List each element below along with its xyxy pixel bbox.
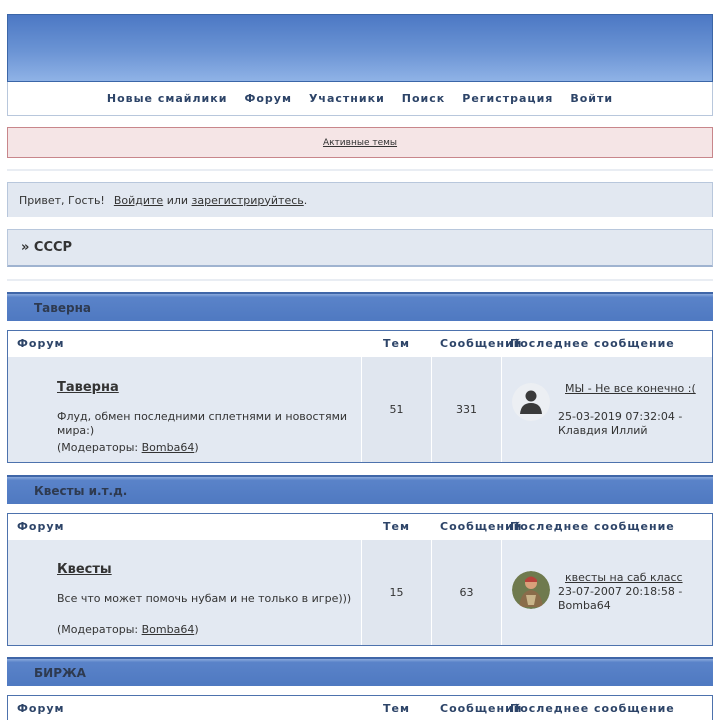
last-post-cell <box>502 540 712 645</box>
last-post-author: Bomba64 <box>558 599 611 612</box>
character-avatar-icon[interactable] <box>512 571 550 609</box>
nav-new-smileys[interactable]: Новые смайлики <box>106 92 228 105</box>
forum-banner <box>7 14 713 82</box>
moderators-prefix: (Модераторы: <box>57 441 142 454</box>
user-silhouette-icon[interactable] <box>512 383 550 421</box>
forum-row <box>8 540 712 645</box>
header-posts: Сообщений <box>440 337 523 350</box>
forum-moderators <box>57 441 199 454</box>
forum-title-link[interactable]: Таверна <box>57 380 119 395</box>
divider <box>7 279 713 281</box>
posts-count: 331 <box>432 357 501 462</box>
breadcrumb-text[interactable]: » СССР <box>21 240 73 255</box>
table-header <box>8 514 712 540</box>
header-forum: Форум <box>17 337 65 350</box>
forum-table <box>7 513 713 646</box>
header-topics: Тем <box>383 337 410 350</box>
header-topics: Тем <box>383 702 410 715</box>
last-post-cell <box>502 357 712 462</box>
header-forum: Форум <box>17 520 65 533</box>
notice-bar <box>7 127 713 158</box>
login-link[interactable]: Войдите <box>113 193 164 207</box>
moderator-link[interactable]: Bomba64 <box>141 623 195 636</box>
nav-login[interactable]: Войти <box>570 92 614 105</box>
posts-count: 63 <box>432 540 501 645</box>
forum-description: Все что может помочь нубам и не только в игре))) <box>57 592 352 605</box>
category-header <box>7 292 713 321</box>
header-posts: Сообщений <box>440 702 523 715</box>
category-title[interactable]: БИРЖА <box>34 665 86 680</box>
header-forum: Форум <box>17 702 65 715</box>
forum-table <box>7 695 713 720</box>
header-last-post: Последнее сообщение <box>510 337 675 350</box>
last-topic-title[interactable]: квесты на саб класс <box>565 571 683 584</box>
forum-info-cell <box>8 357 361 462</box>
table-header <box>8 696 712 720</box>
forum-row <box>8 357 712 462</box>
greeting-text: Привет, Гость! <box>19 193 105 207</box>
moderator-link[interactable]: Bomba64 <box>141 441 195 454</box>
breadcrumb <box>7 229 713 267</box>
active-topics-link[interactable]: Активные темы <box>322 137 398 148</box>
last-post-date: 25-03-2019 07:32:04 - <box>558 410 683 423</box>
nav-forum[interactable]: Форум <box>244 92 292 105</box>
last-post-author: Клавдия Иллий <box>558 424 648 437</box>
moderators-prefix: (Модераторы: <box>57 623 142 636</box>
register-link[interactable]: зарегистрируйтесь <box>191 193 304 207</box>
header-last-post: Последнее сообщение <box>510 520 675 533</box>
category-title[interactable]: Квесты и.т.д. <box>34 483 128 498</box>
nav-members[interactable]: Участники <box>308 92 385 105</box>
header-topics: Тем <box>383 520 410 533</box>
nav-register[interactable]: Регистрация <box>462 92 554 105</box>
category-header <box>7 475 713 504</box>
last-topic-link[interactable] <box>558 571 704 585</box>
header-posts: Сообщений <box>440 520 523 533</box>
forum-moderators <box>57 623 199 636</box>
topics-count: 15 <box>362 540 431 645</box>
main-navigation <box>7 82 713 116</box>
divider <box>7 169 713 171</box>
category-header <box>7 657 713 686</box>
welcome-bar <box>7 182 713 217</box>
or-text: или <box>166 193 189 207</box>
forum-info-cell <box>8 540 361 645</box>
last-topic-link[interactable] <box>558 382 704 396</box>
nav-search[interactable]: Поиск <box>401 92 446 105</box>
forum-table <box>7 330 713 463</box>
header-last-post: Последнее сообщение <box>510 702 675 715</box>
forum-title-link[interactable]: Квесты <box>57 562 112 577</box>
moderators-suffix: ) <box>194 623 199 636</box>
table-header <box>8 331 712 357</box>
last-topic-title[interactable]: МЫ - Не все конечно :( <box>565 382 696 395</box>
period-text: . <box>303 193 308 207</box>
last-post-date: 23-07-2007 20:18:58 - <box>558 585 683 598</box>
forum-description: Флуд, обмен последними сплетнями и новостями мира:) <box>57 410 348 437</box>
category-title[interactable]: Таверна <box>34 300 91 315</box>
moderators-suffix: ) <box>194 441 199 454</box>
topics-count: 51 <box>362 357 431 462</box>
